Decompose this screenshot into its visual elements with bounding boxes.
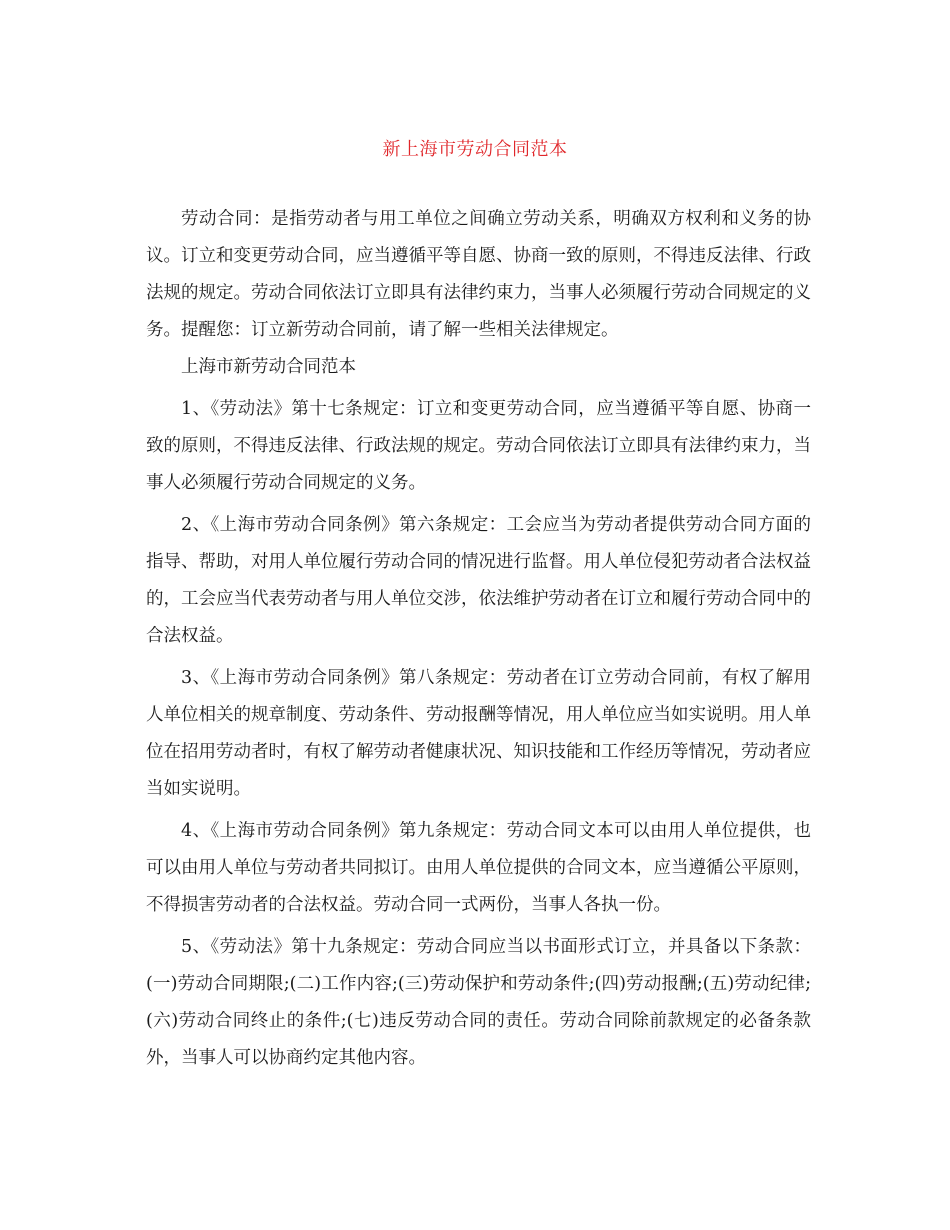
clause-paragraph-4: 4、《上海市劳动合同条例》第九条规定：劳动合同文本可以由用人单位提供，也可以由用人单位与劳动者共同拟订。由用人单位提供的合同文本，应当遵循公平原则，不得损害劳动者的合法权益。劳动合同一式两份，当事人各执一份。 — [146, 821, 811, 915]
intro-paragraph: 劳动合同：是指劳动者与用工单位之间确立劳动关系，明确双方权利和义务的协议。订立和变更劳动合同，应当遵循平等自愿、协商一致的原则，不得违反法律、行政法规的规定。劳动合同依法订立即具有法律约束力，当事人必须履行劳动合同规定的义务。提醒您：订立新劳动合同前，请了解一些相关法律规定。 — [146, 209, 811, 340]
clause-paragraph-3: 3、《上海市劳动合同条例》第八条规定：劳动者在订立劳动合同前，有权了解用人单位相关的规章制度、劳动条件、劳动报酬等情况，用人单位应当如实说明。用人单位在招用劳动者时，有权了解劳动者健康状况、知识技能和工作经历等情况，劳动者应当如实说明。 — [146, 668, 811, 799]
clause-paragraph-1: 1、《劳动法》第十七条规定：订立和变更劳动合同，应当遵循平等自愿、协商一致的原则，不得违反法律、行政法规的规定。劳动合同依法订立即具有法律约束力，当事人必须履行劳动合同规定的义务。 — [146, 399, 811, 493]
section-heading: 上海市新劳动合同范本 — [181, 357, 356, 377]
clause-paragraph-5: 5、《劳动法》第十九条规定：劳动合同应当以书面形式订立，并具备以下条款：(一)劳动合同期限;(二)工作内容;(三)劳动保护和劳动条件;(四)劳动报酬;(五)劳动纪律;(六)劳动合同终止的条件;(七)违反劳动合同的责任。劳动合同除前款规定的必备条款外，当事人可以协商约定其他内容。 — [146, 937, 811, 1068]
clause-paragraph-2: 2、《上海市劳动合同条例》第六条规定：工会应当为劳动者提供劳动合同方面的指导、帮助，对用人单位履行劳动合同的情况进行监督。用人单位侵犯劳动者合法权益的，工会应当代表劳动者与用人单位交涉，依法维护劳动者在订立和履行劳动合同中的合法权益。 — [146, 515, 811, 646]
document-title: 新上海市劳动合同范本 — [382, 139, 568, 160]
document-body — [146, 201, 811, 1077]
